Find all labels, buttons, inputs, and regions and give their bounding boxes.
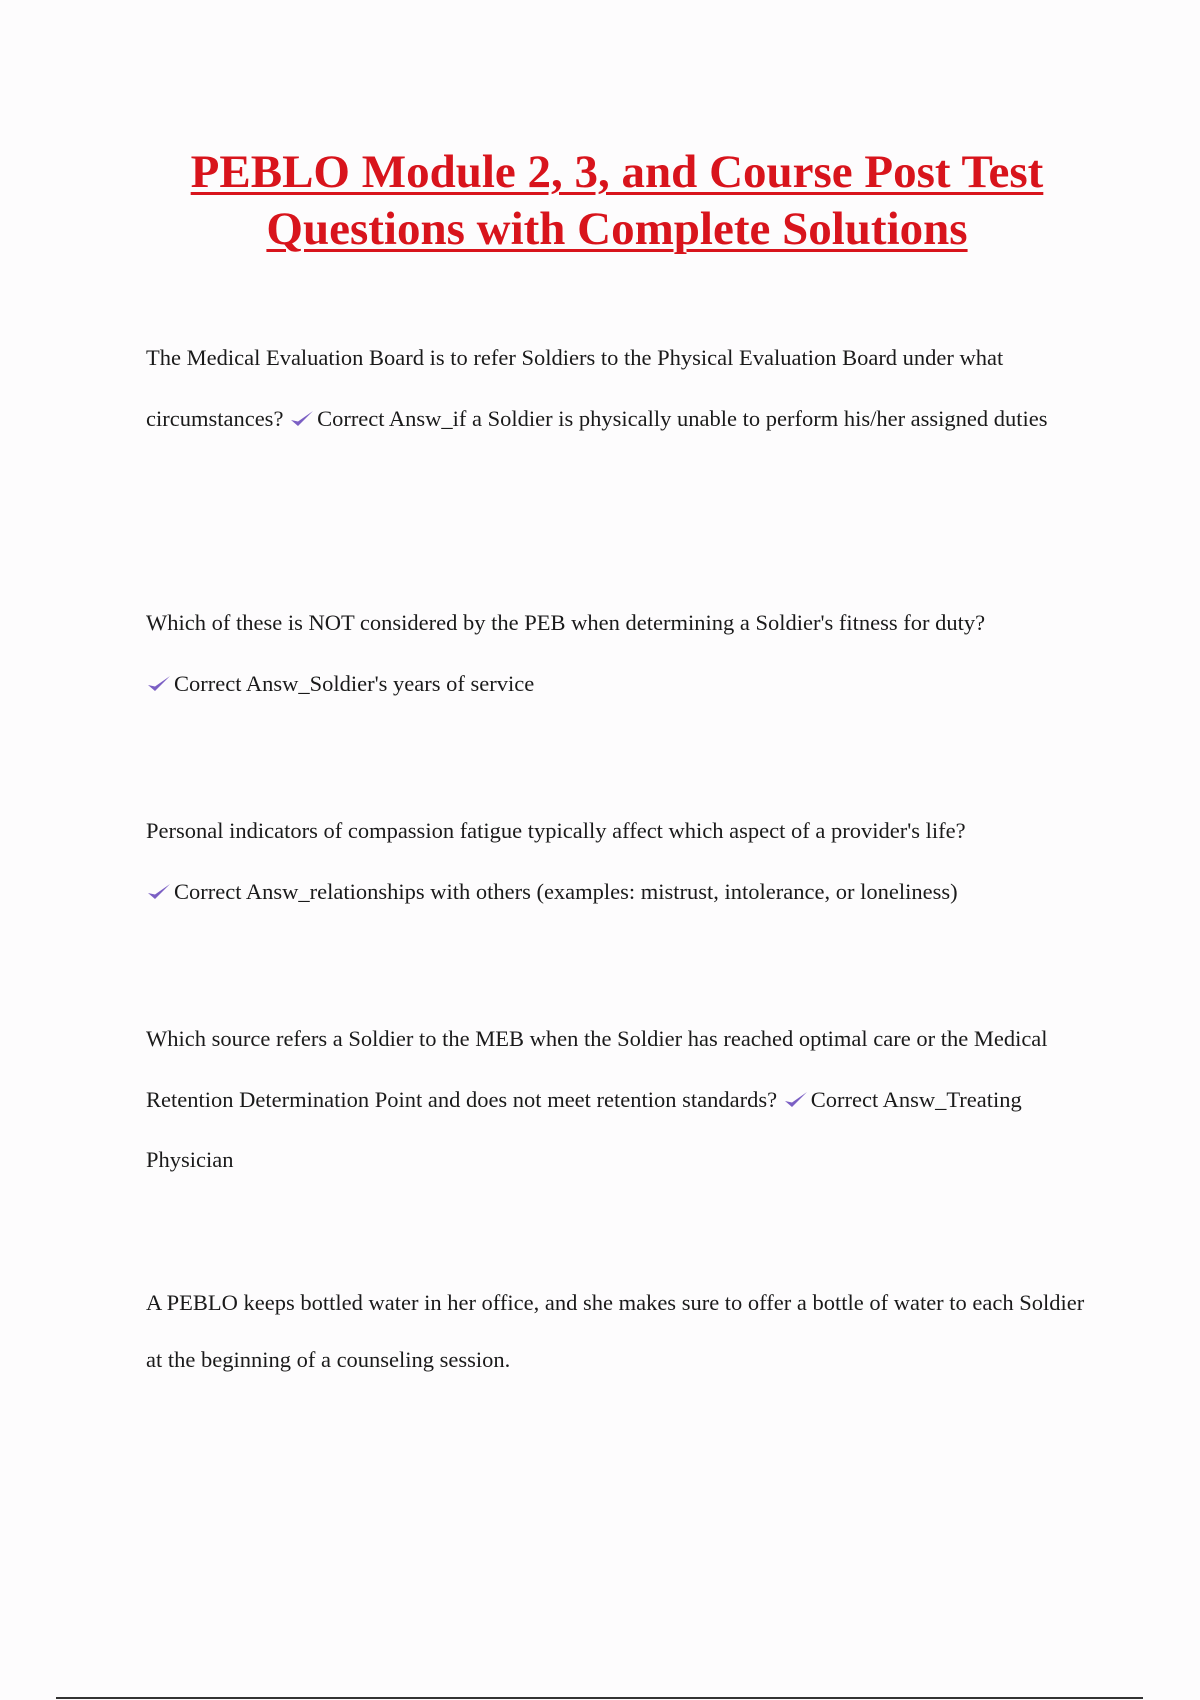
- answer-text: Correct Answ_Soldier's years of service: [174, 670, 535, 696]
- qa-item-5: [146, 1274, 1096, 1388]
- question-text: Which of these is NOT considered by the PEB when determining a Soldier's fitness for duty?: [146, 610, 986, 635]
- question-text: Which source refers a Soldier to the MEB when the Soldier has reached optimal care or the Medical Retention Determination Point and does not meet retention standards?: [146, 1026, 1048, 1112]
- answer-text: Correct Answ_if a Soldier is physically unable to perform his/her assigned duties: [317, 405, 1048, 431]
- qa-item-2: [146, 593, 1096, 714]
- qa-item-1: [146, 328, 1096, 449]
- qa-item-3: [146, 801, 1096, 922]
- answer-text: Correct Answ_relationships with others (examples: mistrust, intolerance, or loneliness): [174, 878, 958, 904]
- footer-divider: [56, 1697, 1143, 1699]
- checkmark-icon: [146, 674, 172, 694]
- qa-item-4: [146, 1009, 1096, 1191]
- checkmark-icon: [146, 882, 172, 902]
- question-text: A PEBLO keeps bottled water in her office, and she makes sure to offer a bottle of water to each Soldier at the beginning of a counseling session.: [146, 1290, 1085, 1372]
- question-text: The Medical Evaluation Board is to refer Soldiers to the Physical Evaluation Board under what circumstances?: [146, 345, 1004, 431]
- answer-text: Correct Answ_Treating Physician: [146, 1086, 1022, 1172]
- checkmark-icon: [783, 1090, 809, 1110]
- title-line-2: Questions with Complete Solutions: [266, 203, 968, 255]
- checkmark-icon: [289, 409, 315, 429]
- question-text: Personal indicators of compassion fatigue typically affect which aspect of a provider's life?: [146, 818, 966, 843]
- document-title: [0, 144, 1200, 258]
- title-line-1: PEBLO Module 2, 3, and Course Post Test: [190, 146, 1044, 198]
